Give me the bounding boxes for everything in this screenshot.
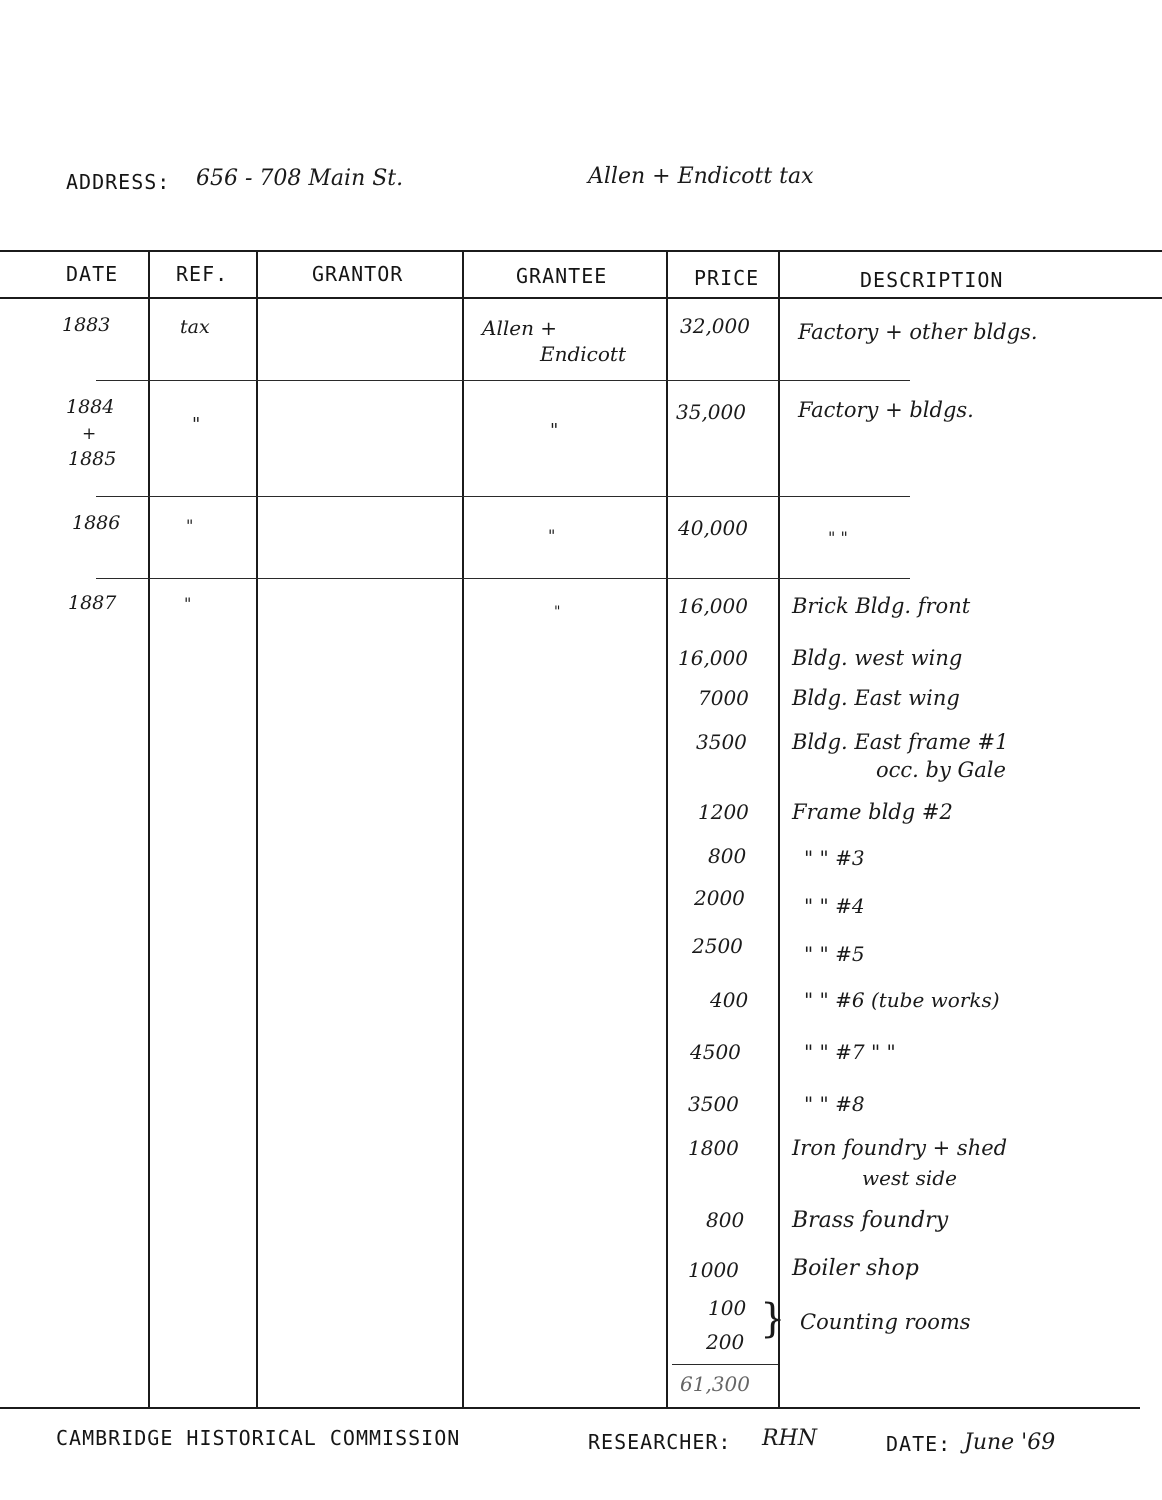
entry-grantee: "	[554, 604, 561, 620]
item-price: 1000	[688, 1258, 739, 1282]
date-label: DATE:	[886, 1432, 952, 1456]
item-price: 1800	[688, 1136, 739, 1160]
total-price: 61,300	[680, 1372, 750, 1396]
item-price: 200	[706, 1330, 745, 1354]
col-header-description: DESCRIPTION	[860, 268, 1004, 292]
item-description: " " #5	[804, 942, 865, 966]
col-header-grantee: GRANTEE	[516, 264, 608, 288]
entry-price: 32,000	[680, 314, 750, 338]
entry-ref: "	[186, 516, 194, 535]
item-price: 4500	[690, 1040, 741, 1064]
item-price: 3500	[696, 730, 747, 754]
col-divider-ref	[256, 252, 258, 1407]
address-note: Allen + Endicott tax	[588, 164, 814, 189]
entry-separator	[96, 496, 910, 497]
entry-description: " "	[828, 528, 848, 547]
footer-org: CAMBRIDGE HISTORICAL COMMISSION	[56, 1426, 461, 1450]
entry-date: 1887	[68, 592, 117, 614]
col-divider-price	[778, 252, 780, 1407]
item-price: 2000	[694, 886, 745, 910]
item-price: 400	[710, 988, 749, 1012]
entry-description: Factory + bldgs.	[798, 398, 974, 422]
item-price: 800	[708, 844, 747, 868]
item-description: Brick Bldg. front	[792, 594, 971, 618]
total-rule	[672, 1364, 778, 1365]
item-price: 16,000	[678, 594, 748, 618]
entry-ref: "	[184, 594, 192, 613]
item-price: 3500	[688, 1092, 739, 1116]
item-description: Brass foundry	[792, 1208, 949, 1233]
entry-grantee: "	[550, 420, 559, 441]
table-top-rule	[0, 250, 1162, 252]
researcher-value: RHN	[762, 1426, 817, 1451]
item-description: Bldg. East wing	[792, 686, 960, 710]
item-description: " " #7 " "	[804, 1040, 896, 1064]
item-description: " " #4	[804, 894, 865, 918]
col-divider-grantor	[462, 252, 464, 1407]
entry-ref: tax	[180, 316, 210, 338]
entry-price: 40,000	[678, 516, 748, 540]
entry-date: 1885	[68, 448, 117, 470]
entry-grantee: Allen +	[482, 316, 558, 340]
entry-grantee: "	[548, 526, 556, 545]
header-bottom-rule	[0, 297, 1162, 299]
address-value: 656 - 708 Main St.	[196, 166, 404, 191]
item-description: " " #8	[804, 1092, 865, 1116]
col-divider-grantee	[666, 252, 668, 1407]
entry-separator	[96, 380, 910, 381]
item-description: " " #3	[804, 846, 865, 870]
col-header-ref: REF.	[176, 262, 229, 286]
item-description: Iron foundry + shed	[792, 1136, 1008, 1160]
item-description: Boiler shop	[792, 1256, 919, 1281]
entry-date: 1884	[66, 396, 115, 418]
entry-ref: "	[192, 414, 201, 435]
col-header-date: DATE	[66, 262, 119, 286]
entry-separator	[96, 578, 910, 579]
item-price: 100	[708, 1296, 747, 1320]
item-price: 2500	[692, 934, 743, 958]
item-description: occ. by Gale	[876, 758, 1006, 782]
entry-description: Factory + other bldgs.	[798, 320, 1038, 344]
researcher-label: RESEARCHER:	[588, 1430, 732, 1454]
address-label: ADDRESS:	[66, 170, 171, 194]
item-description: Frame bldg #2	[792, 800, 953, 824]
item-price: 16,000	[678, 646, 748, 670]
item-description: Bldg. East frame #1	[792, 730, 1009, 754]
entry-date: 1883	[62, 314, 111, 336]
entry-date: +	[82, 424, 97, 444]
brace-mark: }	[760, 1296, 786, 1342]
entry-grantee: Endicott	[540, 342, 626, 366]
col-header-grantor: GRANTOR	[312, 262, 404, 286]
entry-date: 1886	[72, 512, 121, 534]
col-divider-date	[148, 252, 150, 1407]
item-description: Bldg. west wing	[792, 646, 963, 670]
item-description: " " #6 (tube works)	[804, 988, 1000, 1012]
item-price: 1200	[698, 800, 749, 824]
col-header-price: PRICE	[694, 266, 760, 290]
item-price: 7000	[698, 686, 749, 710]
entry-price: 35,000	[676, 400, 746, 424]
item-price: 800	[706, 1208, 745, 1232]
item-description: west side	[862, 1166, 957, 1190]
item-description: Counting rooms	[800, 1310, 971, 1334]
table-bottom-rule	[0, 1407, 1140, 1409]
date-value: June '69	[964, 1430, 1056, 1455]
